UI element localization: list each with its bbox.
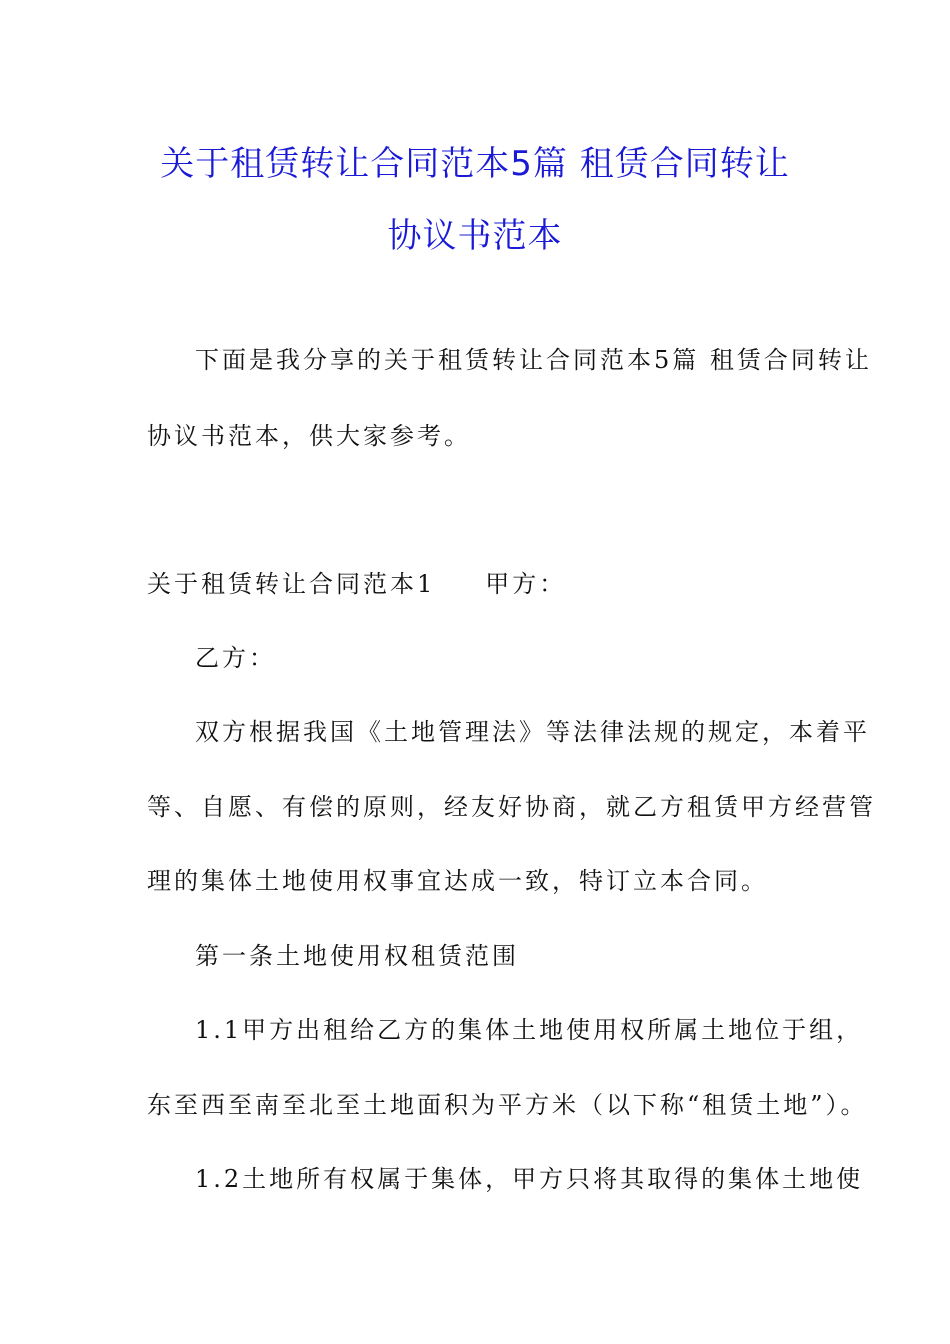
section-heading: 关于租赁转让合同范本1 bbox=[147, 570, 436, 598]
intro-line-1: 下面是我分享的关于租赁转让合同范本5篇 租赁合同转让 bbox=[195, 346, 872, 374]
paragraph-1-line-3: 理的集体土地使用权事宜达成一致，特订立本合同。 bbox=[147, 867, 768, 895]
section-heading-row bbox=[147, 572, 566, 596]
paragraph-1-line-2: 等、自愿、有偿的原则，经友好协商，就乙方租赁甲方经营管 bbox=[147, 793, 876, 821]
party-a-label: 甲方： bbox=[485, 570, 567, 598]
intro-line-2: 协议书范本，供大家参考。 bbox=[147, 422, 471, 450]
paragraph-1-line-1: 双方根据我国《土地管理法》等法律法规的规定，本着平 bbox=[195, 718, 870, 746]
party-b-label: 乙方： bbox=[195, 644, 276, 672]
clause-1-1-line-1: 1.1甲方出租给乙方的集体土地使用权所属土地位于组， bbox=[195, 1016, 864, 1044]
clause-1-1-line-2: 东至西至南至北至土地面积为平方米（以下称“租赁土地”）。 bbox=[147, 1091, 868, 1119]
document-title-line-2: 协议书范本 bbox=[387, 216, 563, 256]
document-title-line-1: 关于租赁转让合同范本5篇 租赁合同转让 bbox=[160, 144, 790, 184]
clause-1-2-line-1: 1.2土地所有权属于集体，甲方只将其取得的集体土地使 bbox=[195, 1165, 864, 1193]
article-1-heading: 第一条土地使用权租赁范围 bbox=[195, 942, 519, 970]
